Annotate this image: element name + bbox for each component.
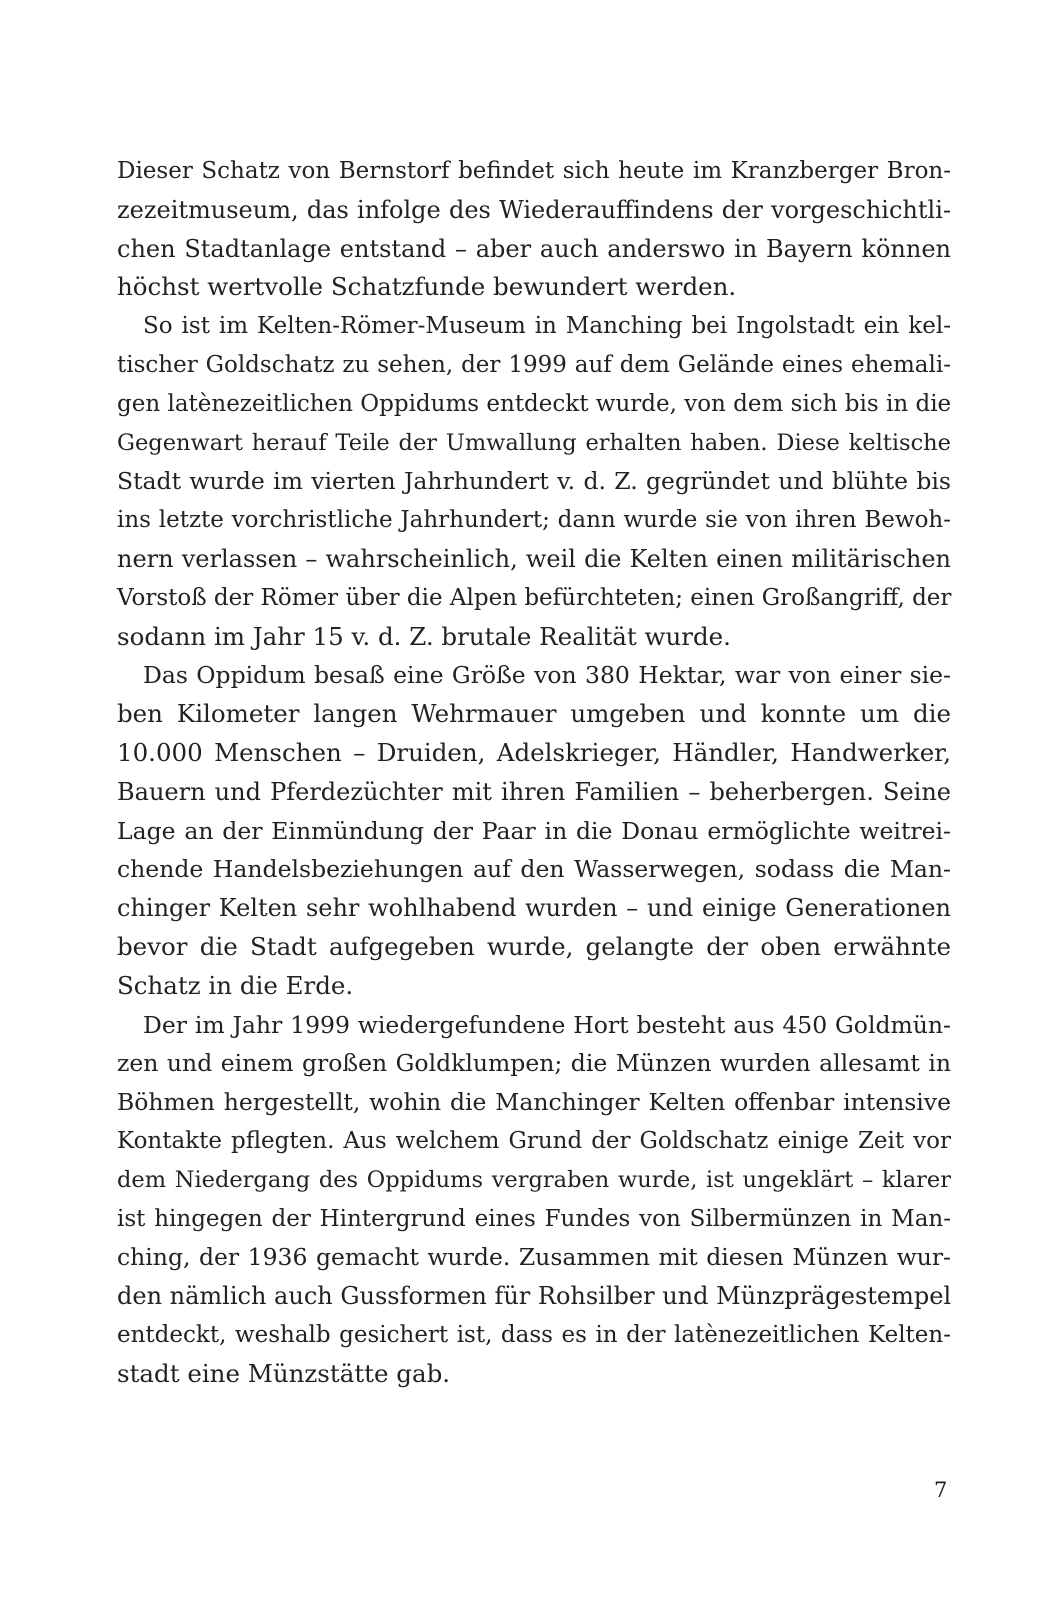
body-text [117,152,951,1394]
text-line: stadt eine Münzstätte gab. [117,1358,451,1388]
text-line: dem Niedergang des Oppidums vergraben wurde, ist ungeklärt – klarer [117,1166,951,1193]
text-line: zezeitmuseum, das infolge des Wiederauffindens der vorgeschichtli- [117,195,951,224]
text-line: chen Stadtanlage entstand – aber auch anderswo in Bayern können [117,234,951,263]
text-line: Vorstoß der Römer über die Alpen befürchteten; einen Großangriff, der [117,584,952,611]
text-line: Der im Jahr 1999 wiedergefundene Hort besteht aus 450 Goldmün- [143,1010,951,1039]
text-line: zen und einem großen Goldklumpen; die Münzen wurden allesamt in [117,1049,951,1078]
text-line: Böhmen hergestellt, wohin die Manchinger Kelten offenbar intensive [117,1088,951,1117]
text-line: Schatz in die Erde. [117,970,354,1000]
text-line: chende Handelsbeziehungen auf den Wasserwegen, sodass die Man- [117,855,951,884]
text-line: ins letzte vorchristliche Jahrhundert; dann wurde sie von ihren Bewoh- [117,507,951,534]
text-line: den nämlich auch Gussformen für Rohsilber und Münzprägestempel [117,1282,952,1311]
text-line: chinger Kelten sehr wohlhabend wurden – und einige Generationen [117,894,951,923]
text-line: entdeckt, weshalb gesichert ist, dass es in der latènezeitlichen Kelten- [117,1321,951,1348]
text-line: Dieser Schatz von Bernstorf befindet sich heute im Kranzberger Bron- [117,158,951,184]
text-line: bevor die Stadt aufgegeben wurde, gelangte der oben erwähnte [117,931,951,961]
text-line: ben Kilometer langen Wehrmauer umgeben und konnte um die [117,699,951,729]
text-line: sodann im Jahr 15 v. d. Z. brutale Realität wurde. [117,621,731,651]
text-line: höchst wertvolle Schatzfunde bewundert werden. [117,272,737,302]
text-line: ist hingegen der Hintergrund eines Fundes von Silbermünzen in Man- [117,1205,951,1232]
text-line: ching, der 1936 gemacht wurde. Zusammen mit diesen Münzen wur- [117,1243,951,1272]
text-line: nern verlassen – wahrscheinlich, weil die Kelten einen militärischen [117,544,951,573]
text-line: 10.000 Menschen – Druiden, Adelskrieger, Händler, Handwerker, [117,737,951,767]
text-line: Bauern und Pferdezüchter mit ihren Familien – beherbergen. Seine [117,777,951,806]
text-line: So ist im Kelten-Römer-Museum in Manching bei Ingolstadt ein kel- [143,313,951,340]
text-line: gen latènezeitlichen Oppidums entdeckt wurde, von dem sich bis in die [117,390,952,417]
text-line: Das Oppidum besaß eine Größe von 380 Hektar, war von einer sie- [143,661,951,690]
text-line: Kontakte pflegten. Aus welchem Grund der Goldschatz einige Zeit vor [117,1127,951,1154]
text-line: Lage an der Einmündung der Paar in die Donau ermöglichte weitrei- [117,816,951,845]
page-number: 7 [934,1478,948,1502]
text-line: tischer Goldschatz zu sehen, der 1999 auf dem Gelände eines ehemali- [117,351,951,378]
text-line: Stadt wurde im vierten Jahrhundert v. d. Z. gegründet und blühte bis [117,467,951,496]
text-line: Gegenwart herauf Teile der Umwallung erhalten haben. Diese keltische [117,429,951,456]
